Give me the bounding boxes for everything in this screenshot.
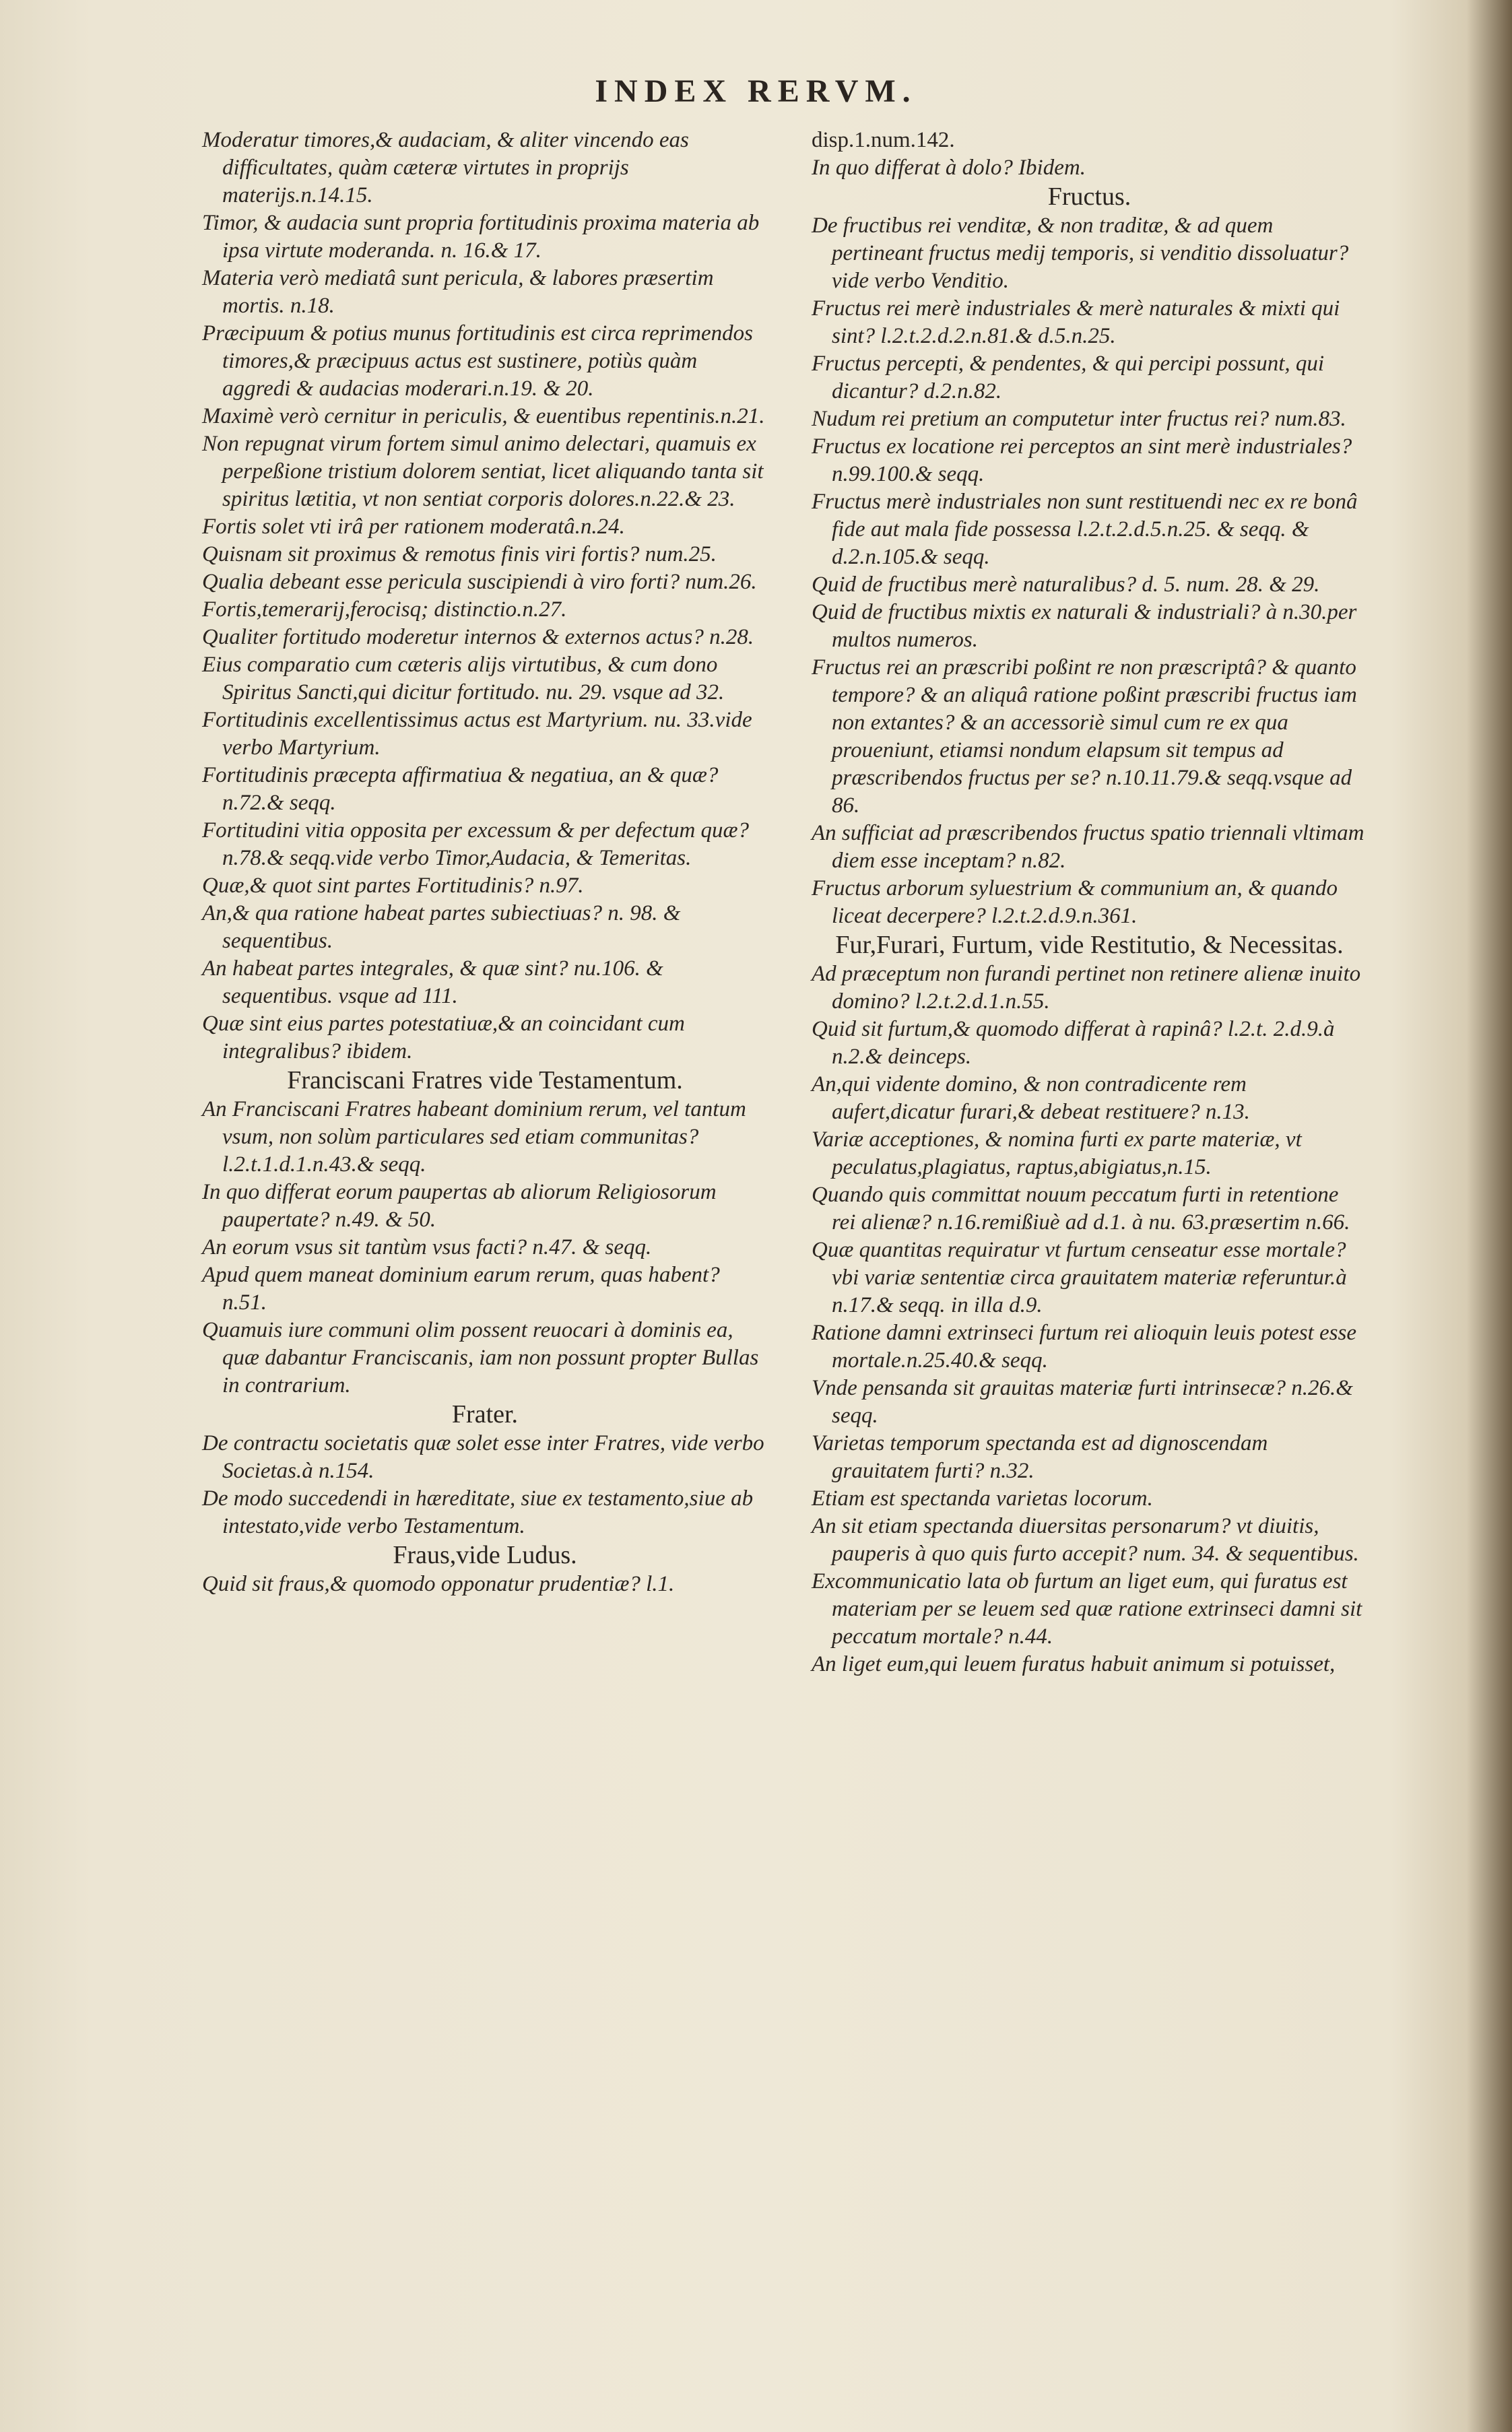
index-entry: Fortis solet vti irâ per rationem moderatâ.n.24. [202,515,625,539]
index-heading: Fraus,vide Ludus. [393,1541,577,1569]
index-entry: Varietas temporum spectanda est ad dignoscendam grauitatem furti? n.32. [812,1431,1268,1483]
index-entry: An Franciscani Fratres habeant dominium rerum, vel tantum vsum, non solùm particulares sed etiam communitas? l.2.t.1.d.1.n.43.& seqq. [202,1097,746,1177]
index-entry: Fructus arborum syluestrium & communium an, & quando liceat decerpere? l.2.t.2.d.9.n.361. [812,876,1338,928]
index-entry: Non repugnat virum fortem simul animo delectari, quamuis ex perpeßione tristium dolorem sentiat, licet aliquando tanta sit spiritus lætitia, vt non sentiat corporis dolores.n.22.& 23. [202,432,764,511]
index-entry: Quamuis iure communi olim possent reuocari à dominis ea, quæ dabantur Franciscanis, iam non possunt propter Bullas in contrarium. [202,1318,759,1398]
index-entry: Fructus ex locatione rei perceptos an sint merè industriales? n.99.100.& seqq. [812,434,1352,486]
index-entry: Etiam est spectanda varietas locorum. [812,1486,1153,1511]
index-entry: Vnde pensanda sit grauitas materiæ furti intrinsecæ? n.26.& seqq. [812,1376,1353,1428]
index-entry: Ad præceptum non furandi pertinet non retinere alienæ inuito domino? l.2.t.2.d.1.n.55. [812,962,1361,1014]
index-entry: Quisnam sit proximus & remotus finis viri fortis? num.25. [202,542,717,566]
index-entry-continuation: disp.1.num.142. [812,128,955,152]
index-entry: In quo differat à dolo? Ibidem. [812,156,1086,180]
index-entry: De modo succedendi in hæreditate, siue ex testamento,siue ab intestato,vide verbo Testamentum. [202,1486,754,1538]
index-entry: Nudum rei pretium an computetur inter fructus rei? num.83. [812,407,1346,431]
index-heading: Frater. [451,1400,519,1428]
index-entry: An sit etiam spectanda diuersitas personarum? vt diuitis, pauperis à quo quis furto accepit? num. 34. & sequentibus. [812,1514,1359,1566]
index-entry: Præcipuum & potius munus fortitudinis est circa reprimendos timores,& præcipuus actus est sustinere, potiùs quàm aggredi & audacias moderari.n.19. & 20. [202,321,753,401]
index-entry: Fructus percepti, & pendentes, & qui percipi possunt, qui dicantur? d.2.n.82. [812,352,1325,403]
index-entry: Quæ sint eius partes potestatiuæ,& an coincidant cum integralibus? ibidem. [202,1012,685,1063]
index-entry: Quando quis committat nouum peccatum furti in retentione rei alienæ? n.16.remißiuè ad d.1. à nu. 63.præsertim n.66. [812,1183,1350,1235]
index-heading: Fur,Furari, Furtum, vide Restitutio, & Necessitas. [835,931,1344,959]
index-entry: Quæ quantitas requiratur vt furtum censeatur esse mortale? vbi variæ sententiæ circa grauitatem materiæ referuntur.à n.17.& seqq. in illa d.9. [812,1238,1347,1317]
index-entry: Materia verò mediatâ sunt pericula, & labores præsertim mortis. n.18. [202,266,714,318]
index-entry: Maximè verò cernitur in periculis, & euentibus repentinis.n.21. [202,404,765,428]
index-entry: Fructus rei an præscribi poßint re non præscriptâ? & quanto tempore? & an aliquâ ratione poßint præscribi fructus iam non extantes? & an accessoriè simul cum re ex qua proueniunt, etiamsi nondum elapsum sit tempus ad præscribendos fructus per se? n.10.11.79.& seqq.vsque ad 86. [812,655,1357,818]
index-entry: Quæ,& quot sint partes Fortitudinis? n.97. [202,874,584,898]
index-entry: Quid sit fraus,& quomodo opponatur prudentiæ? l.1. [202,1572,675,1596]
index-entry: Fortitudinis excellentissimus actus est Martyrium. nu. 33.vide verbo Martyrium. [202,708,752,760]
index-entry: Qualia debeant esse pericula suscipiendi à viro forti? num.26. [202,570,757,594]
index-entry: Qualiter fortitudo moderetur internos & externos actus? n.28. [202,625,754,649]
index-entry: An eorum vsus sit tantùm vsus facti? n.47. & seqq. [202,1235,652,1259]
index-entry: Fortitudini vitia opposita per excessum & per defectum quæ? n.78.& seqq.vide verbo Timor,Audacia, & Temeritas. [202,818,750,870]
index-entry: Fructus merè industriales non sunt restituendi nec ex re bonâ fide aut mala fide possessa l.2.t.2.d.5.n.25. & seqq. & d.2.n.105.& seqq. [812,490,1358,569]
index-entry: An,& qua ratione habeat partes subiectiuas? n. 98. & sequentibus. [202,901,681,953]
index-entry: De fructibus rei venditæ, & non traditæ, & ad quem pertineant fructus medij temporis, si venditio dissoluatur? vide verbo Venditio. [812,213,1349,293]
index-entry: Timor, & audacia sunt propria fortitudinis proxima materia ab ipsa virtute moderanda. n. 16.& 17. [202,211,760,263]
index-entry: Apud quem maneat dominium earum rerum, quas habent? n.51. [202,1263,720,1315]
index-column-right [812,127,1367,1678]
index-entry: In quo differat eorum paupertas ab aliorum Religiosorum paupertate? n.49. & 50. [202,1180,717,1232]
index-entry: Ratione damni extrinseci furtum rei alioquin leuis potest esse mortale.n.25.40.& seqq. [812,1321,1356,1373]
index-entry: Quid de fructibus mixtis ex naturali & industriali? à n.30.per multos numeros. [812,600,1357,652]
running-header: INDEX RERVM. [595,73,917,109]
index-entry: Moderatur timores,& audaciam, & aliter vincendo eas difficultates, quàm cæteræ virtutes in proprijs materijs.n.14.15. [202,128,689,207]
index-entry: An habeat partes integrales, & quæ sint? nu.106. & sequentibus. vsque ad 111. [202,956,663,1008]
index-entry: Quid de fructibus merè naturalibus? d. 5. num. 28. & 29. [812,572,1320,597]
index-entry: An sufficiat ad præscribendos fructus spatio triennali vltimam diem esse inceptam? n.82. [812,821,1365,873]
index-heading: Fructus. [1047,183,1131,211]
index-entry: An,qui vidente domino, & non contradicente rem aufert,dicatur furari,& debeat restituere? n.13. [812,1072,1250,1124]
index-entry: Quid sit furtum,& quomodo differat à rapinâ? l.2.t. 2.d.9.à n.2.& deinceps. [812,1017,1335,1069]
index-entry: Excommunicatio lata ob furtum an liget eum, qui furatus est materiam per se leuem sed quæ ratione extrinseci damni sit peccatum mortale? n.44. [812,1569,1362,1649]
index-entry: An liget eum,qui leuem furatus habuit animum si potuisset, [812,1652,1336,1676]
index-heading: Franciscani Fratres vide Testamentum. [287,1066,683,1094]
index-entry: Variæ acceptiones, & nomina furti ex parte materiæ, vt peculatus,plagiatus, raptus,abigiatus,n.15. [812,1127,1302,1179]
index-entry: Fortis,temerarij,ferocisq; distinctio.n.27. [202,597,567,622]
index-entry: Eius comparatio cum cæteris alijs virtutibus, & cum dono Spiritus Sancti,qui dicitur fortitudo. nu. 29. vsque ad 32. [202,653,725,704]
index-entry: Fortitudinis præcepta affirmatiua & negatiua, an & quæ? n.72.& seqq. [202,763,719,815]
index-column-left [202,127,768,1598]
index-entry: Fructus rei merè industriales & merè naturales & mixti qui sint? l.2.t.2.d.2.n.81.& d.5.n.25. [812,296,1340,348]
index-entry: De contractu societatis quæ solet esse inter Fratres, vide verbo Societas.à n.154. [202,1431,764,1483]
